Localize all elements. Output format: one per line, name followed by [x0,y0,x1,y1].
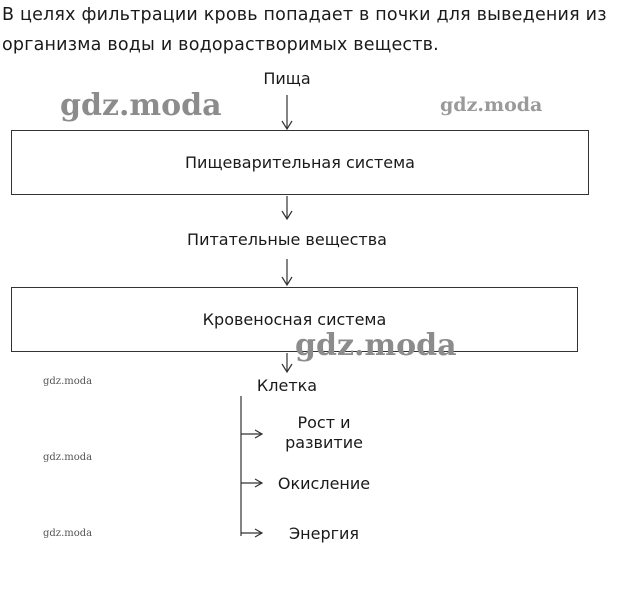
watermark-logo-2: gdz.moda [440,94,543,116]
label-cell: Клетка [256,376,318,395]
watermark-small-3: gdz.moda [43,528,93,539]
box-digestive-label: Пищеварительная система [185,153,415,172]
label-food: Пища [263,69,311,88]
label-nutrients: Питательные вещества [187,230,387,249]
branch-growth-line1: Рост и [297,413,351,432]
branch-growth-line2: развитие [285,433,363,452]
branch-energy: Энергия [288,524,360,543]
watermark-small-1: gdz.moda [43,376,93,387]
branch-oxidation: Окисление [277,474,371,493]
intro-line-1: В целях фильтрации кровь попадает в почки для выведения из [2,5,607,25]
box-circulatory-label: Кровеносная система [202,310,387,329]
branch-growth [285,413,363,453]
intro-line-2: организма воды и водорастворимых веществ. [2,35,439,55]
box-digestive-system [11,130,589,195]
watermark-logo-1: gdz.moda [60,88,222,123]
watermark-small-2: gdz.moda [43,452,93,463]
watermark-logo-3: gdz.moda [295,328,457,363]
